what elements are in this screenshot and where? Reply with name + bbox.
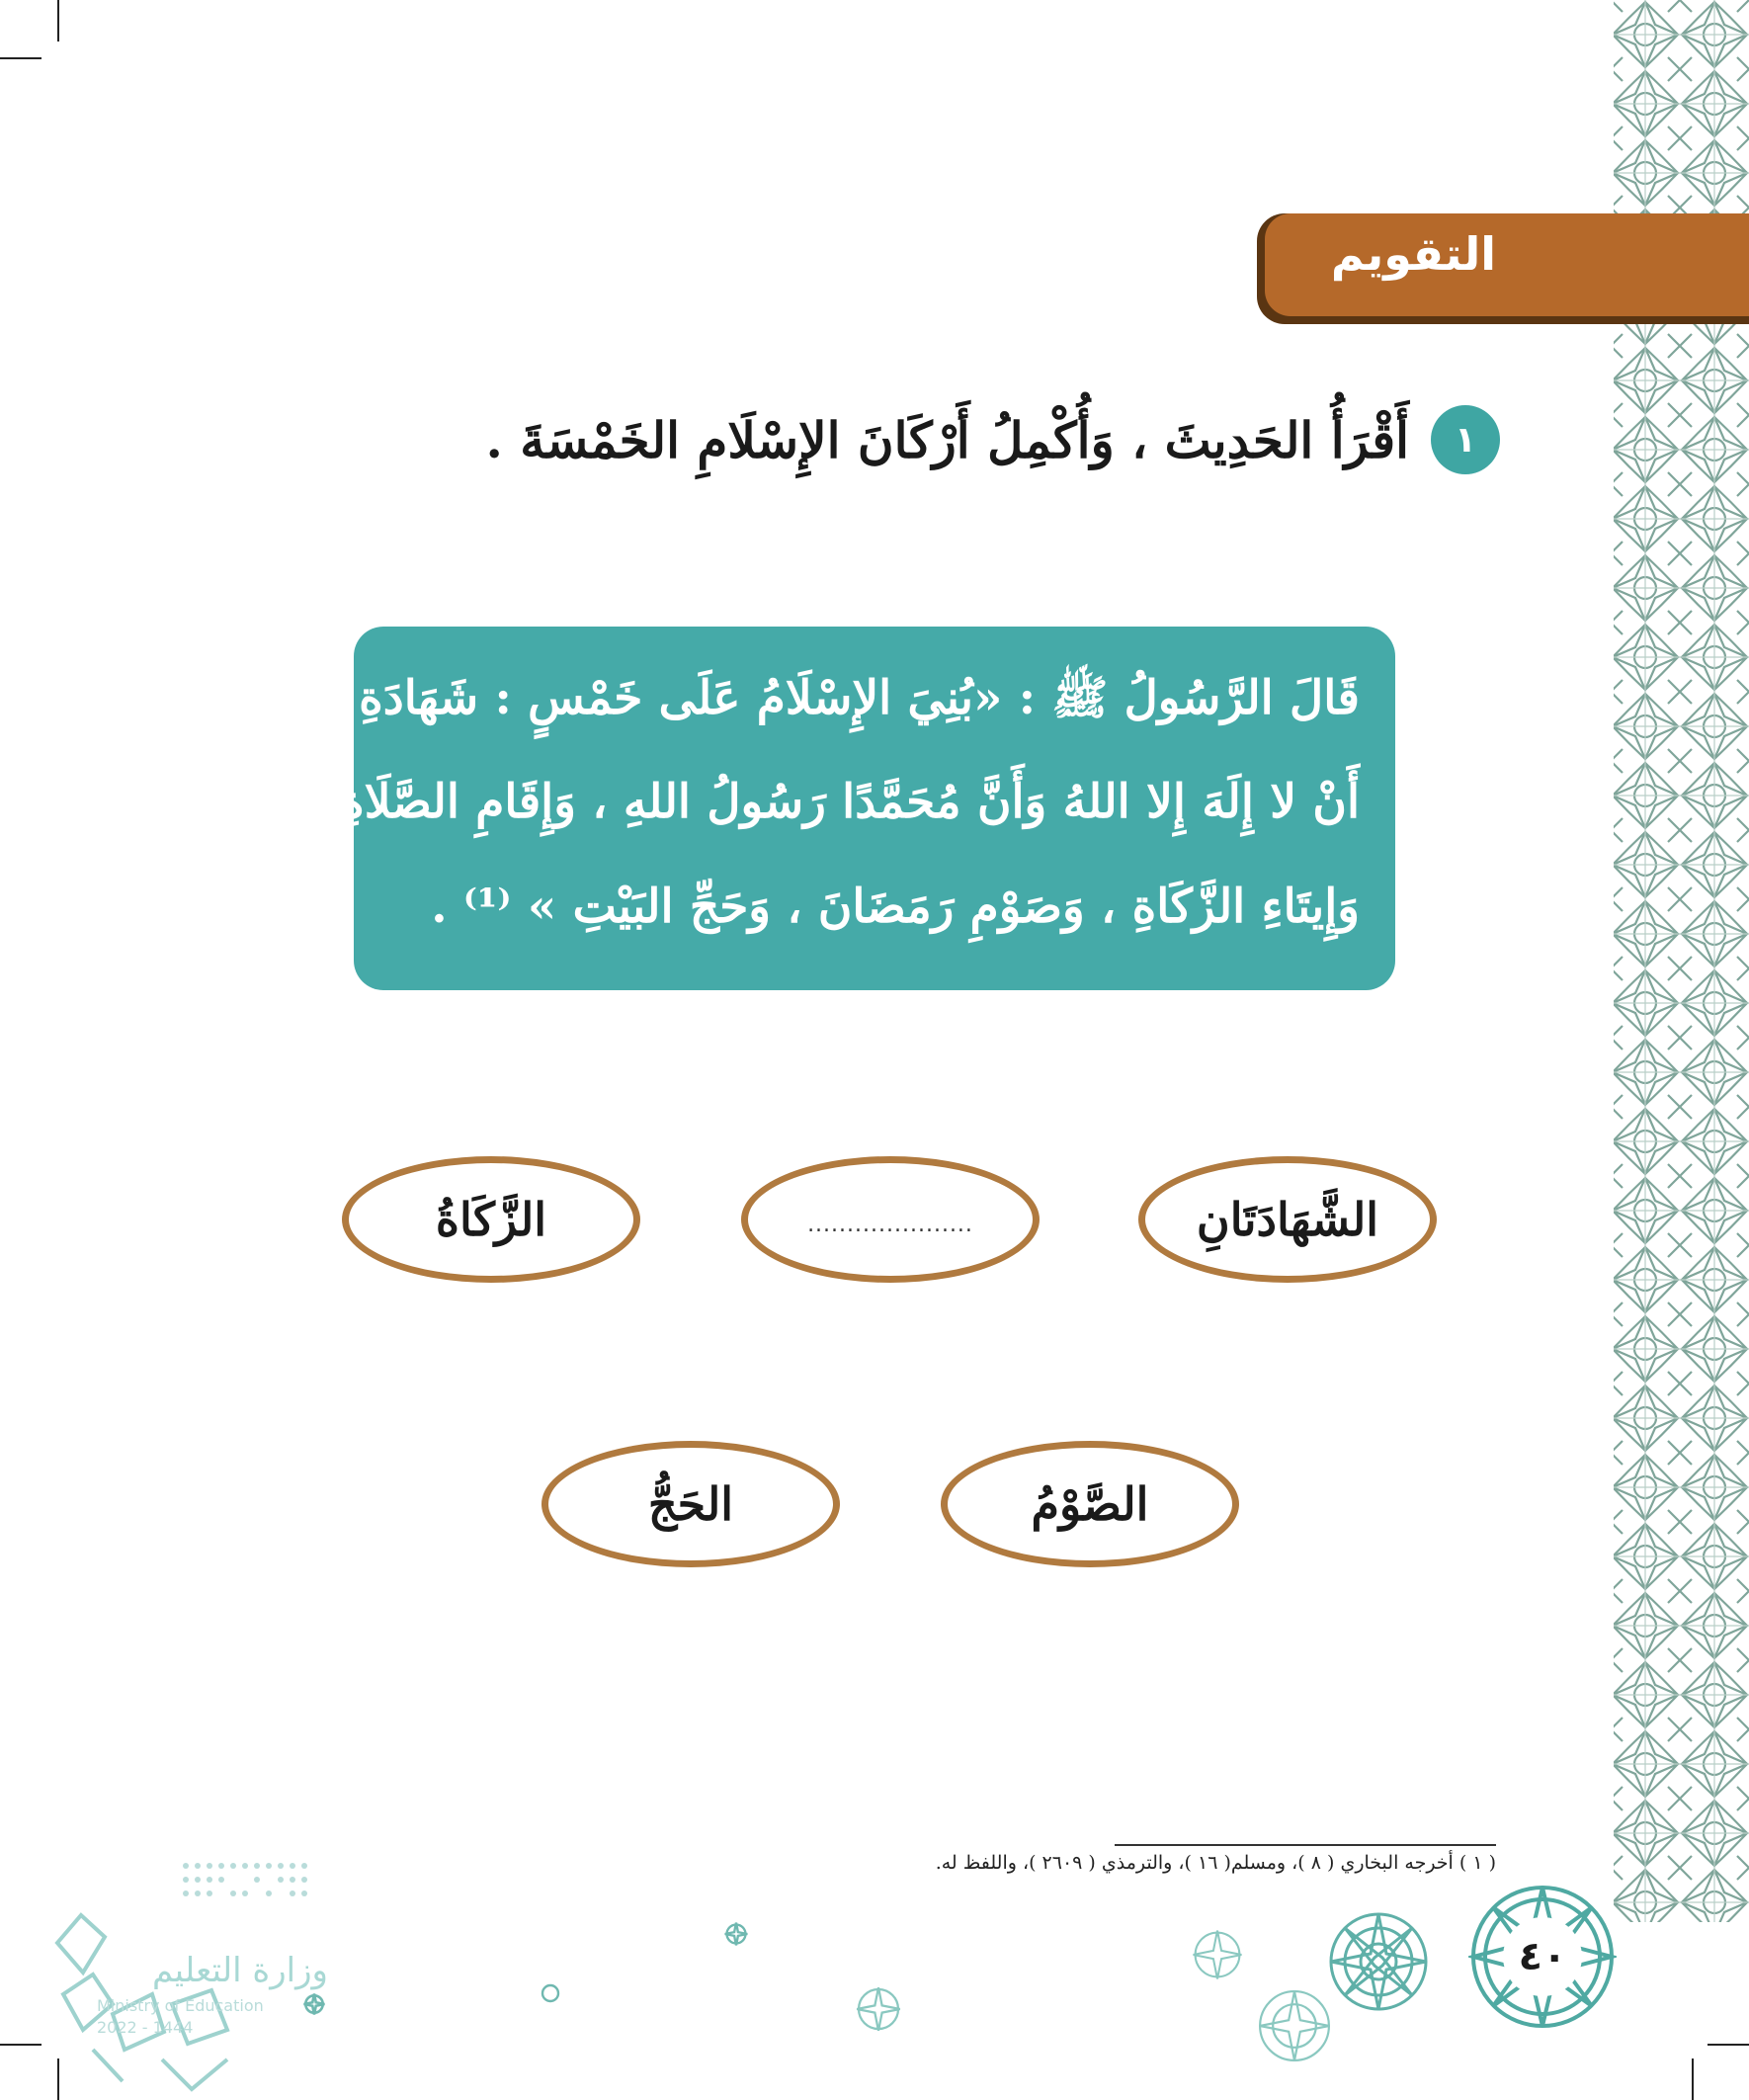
page-number: ٤٠ — [1518, 1934, 1567, 1979]
page-number-medallion — [1468, 1883, 1617, 2031]
hadith-line: أَنْ لا إِلَهَ إِلا اللهُ وَأَنَّ مُحَمَّدًا رَسُولُ اللهِ ، وَإِقَامِ الصَّلَاةِ ، — [308, 775, 1360, 829]
crop-mark — [1707, 2044, 1749, 2046]
pillar-oval-hajj — [541, 1441, 840, 1567]
crop-mark — [0, 2044, 42, 2046]
pillar-oval-shahadatan — [1138, 1156, 1437, 1283]
rosette-decoration — [540, 1982, 561, 2004]
pillar-label: الصَّوْمُ — [1031, 1477, 1149, 1531]
rosette-decoration — [854, 1984, 903, 2034]
pillar-oval-zakat — [342, 1156, 640, 1283]
section-header-badge — [1257, 213, 1749, 324]
hadith-line: وَإِيتَاءِ الزَّكَاةِ ، وَصَوْمِ رَمَضَانَ ، وَحَجِّ البَيْتِ » ⁽¹⁾ . — [431, 880, 1360, 934]
pillar-label: الشَّهَادَتَانِ — [1196, 1193, 1379, 1246]
rosette-decoration — [723, 1921, 749, 1947]
blank-answer-field[interactable]: ..................... — [807, 1212, 973, 1237]
crop-mark — [57, 0, 59, 42]
footnote-text: ( ١ ) أخرجه البخاري ( ٨ )، ومسلم( ١٦ )، والترمذي ( ٢٦٠٩ )، واللفظ له. — [935, 1852, 1496, 1874]
ministry-name-arabic: وزارة التعليم — [152, 1951, 328, 1990]
hadith-box — [308, 627, 1395, 990]
ministry-name-english: Ministry of Education — [97, 1996, 264, 2015]
pillar-label: الحَجُّ — [647, 1477, 734, 1531]
rosette-decoration — [1190, 1927, 1245, 1982]
question-line — [485, 405, 1500, 474]
ministry-year: 2022 - 1444 — [97, 2018, 194, 2037]
footnote-divider — [1115, 1844, 1496, 1846]
rosette-decoration — [1255, 1986, 1334, 2065]
ministry-logo — [53, 1856, 370, 2093]
crop-mark — [1692, 2058, 1694, 2100]
hadith-line: قَالَ الرَّسُولُ ﷺ : «بُنِيَ الإِسْلَامُ عَلَى خَمْسٍ : شَهَادَةِ — [359, 671, 1360, 725]
question-text: أَقْرَأُ الحَدِيثَ ، وَأُكْمِلُ أَرْكَانَ الإِسْلَامِ الخَمْسَةَ . — [485, 410, 1409, 469]
crop-mark — [0, 57, 42, 59]
pillar-oval-sawm — [941, 1441, 1239, 1567]
rosette-decoration — [1324, 1907, 1433, 2016]
pillar-label: الزَّكَاةُ — [435, 1193, 547, 1246]
question-number-badge: ١ — [1431, 405, 1500, 474]
pillar-oval-blank[interactable] — [741, 1156, 1040, 1283]
section-title: التقويم — [1330, 227, 1496, 281]
